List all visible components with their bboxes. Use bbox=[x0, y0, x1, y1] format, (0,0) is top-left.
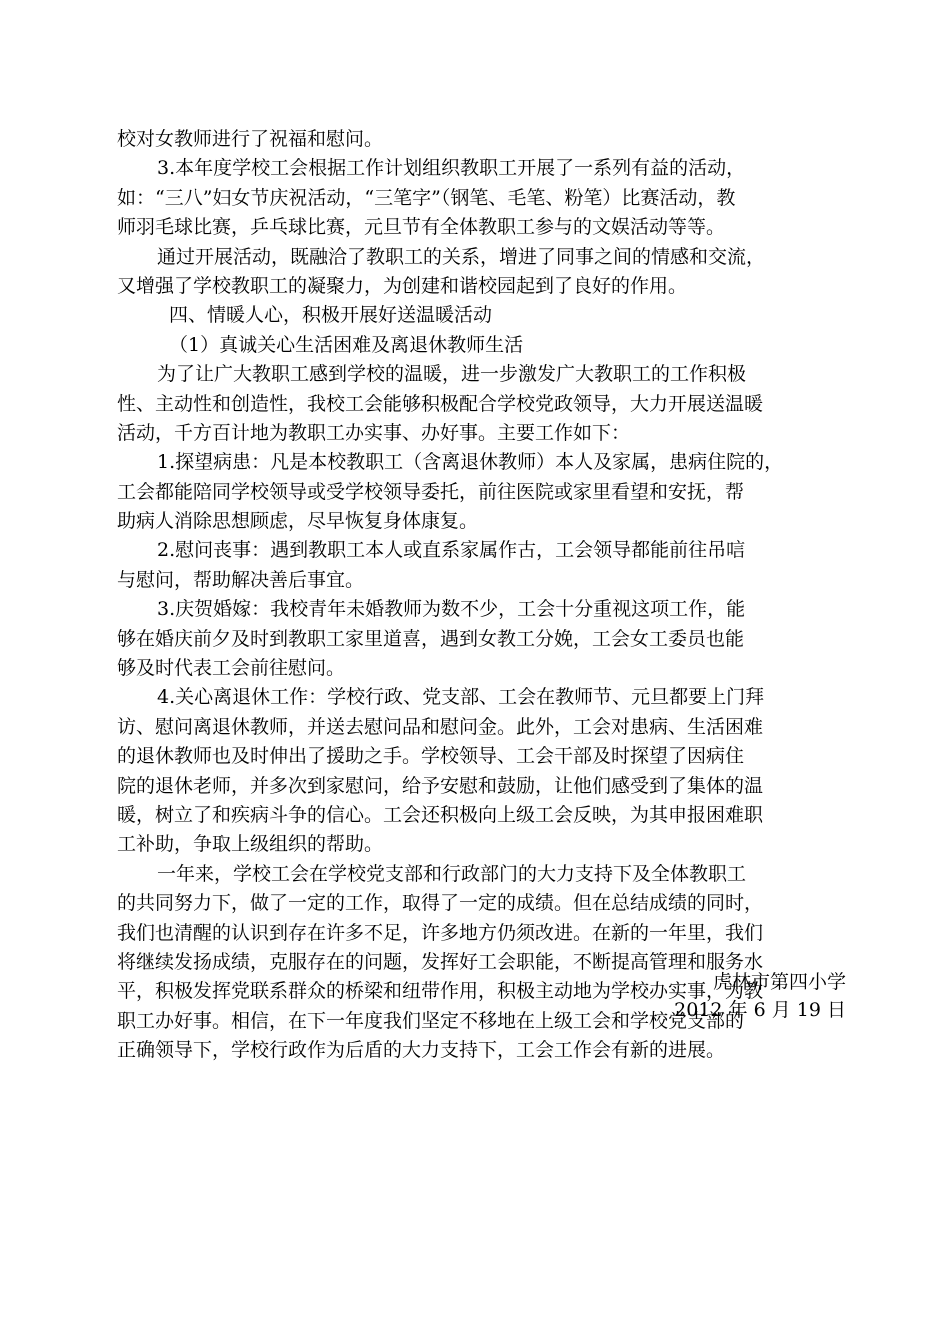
body-line: 暖，树立了和疾病斗争的信心。工会还积极向上级工会反映，为其申报困难职 bbox=[117, 803, 764, 826]
body-line: 的共同努力下，做了一定的工作，取得了一定的成绩。但在总结成绩的同时， bbox=[117, 892, 764, 915]
body-line: 四、情暖人心，积极开展好送温暖活动 bbox=[169, 304, 493, 327]
body-line: 活动，千方百计地为教职工办实事、办好事。主要工作如下： bbox=[117, 421, 631, 444]
body-line: 3.本年度学校工会根据工作计划组织教职工开展了一系列有益的活动， bbox=[157, 157, 746, 180]
body-line: 的退休教师也及时伸出了援助之手。学校领导、工会干部及时探望了因病住 bbox=[117, 745, 745, 768]
body-line: 校对女教师进行了祝福和慰问。 bbox=[117, 128, 384, 150]
body-line: 院的退休老师，并多次到家慰问，给予安慰和鼓励，让他们感受到了集体的温 bbox=[117, 774, 764, 797]
body-line: 1.探望病患：凡是本校教职工（含离退休教师）本人及家属，患病住院的， bbox=[157, 451, 784, 474]
body-line: 2.慰问丧事：遇到教职工本人或直系家属作古，工会领导都能前往吊唁 bbox=[157, 539, 746, 562]
body-line: 够及时代表工会前往慰问。 bbox=[117, 657, 346, 680]
body-line: 工会都能陪同学校领导或受学校领导委托，前往医院或家里看望和安抚，帮 bbox=[117, 480, 745, 503]
body-line: 平，积极发挥党联系群众的桥梁和纽带作用，积极主动地为学校办实事，为教 bbox=[117, 980, 764, 1003]
signature-date: 2012 年 6 月 19 日 bbox=[674, 999, 846, 1021]
body-line: 助病人消除思想顾虑，尽早恢复身体康复。 bbox=[117, 510, 479, 533]
body-line: 通过开展活动，既融洽了教职工的关系，增进了同事之间的情感和交流， bbox=[157, 245, 766, 268]
body-line: 4.关心离退休工作：学校行政、党支部、工会在教师节、元旦都要上门拜 bbox=[157, 686, 765, 709]
body-line: 访、慰问离退休教师，并送去慰问品和慰问金。此外，工会对患病、生活困难 bbox=[117, 715, 764, 738]
body-line: 为了让广大教职工感到学校的温暖，进一步激发广大教职工的工作积极 bbox=[157, 363, 747, 386]
body-line: 将继续发扬成绩，克服存在的问题，发挥好工会职能，不断提高管理和服务水 bbox=[117, 950, 764, 973]
body-line: 师羽毛球比赛，乒乓球比赛，元旦节有全体教职工参与的文娱活动等等。 bbox=[117, 216, 726, 239]
body-line: 我们也清醒的认识到存在许多不足，许多地方仍须改进。在新的一年里，我们 bbox=[117, 921, 764, 944]
body-line: 与慰问，帮助解决善后事宜。 bbox=[117, 568, 365, 591]
body-line: 够在婚庆前夕及时到教职工家里道喜，遇到女教工分娩，工会女工委员也能 bbox=[117, 627, 745, 650]
document-body bbox=[117, 125, 851, 1066]
body-line: 性、主动性和创造性，我校工会能够积极配合学校党政领导，大力开展送温暖 bbox=[117, 392, 764, 415]
body-line: 工补助，争取上级组织的帮助。 bbox=[117, 833, 384, 856]
body-line: 正确领导下，学校行政作为后盾的大力支持下，工会工作会有新的进展。 bbox=[117, 1039, 726, 1062]
body-line: 职工办好事。相信，在下一年度我们坚定不移地在上级工会和学校党支部的 bbox=[117, 1009, 745, 1032]
body-line: 一年来，学校工会在学校党支部和行政部门的大力支持下及全体教职工 bbox=[157, 862, 747, 885]
signature-organization: 虎林市第四小学 bbox=[712, 971, 846, 993]
body-line: 3.庆贺婚嫁：我校青年未婚教师为数不少，工会十分重视这项工作，能 bbox=[157, 598, 746, 621]
body-line: 又增强了学校教职工的凝聚力，为创建和谐校园起到了良好的作用。 bbox=[117, 274, 688, 297]
body-line: （1）真诚关心生活困难及离退休教师生活 bbox=[169, 333, 524, 356]
body-line: 如：“三八”妇女节庆祝活动，“三笔字”（钢笔、毛笔、粉笔）比赛活动，教 bbox=[117, 186, 736, 209]
